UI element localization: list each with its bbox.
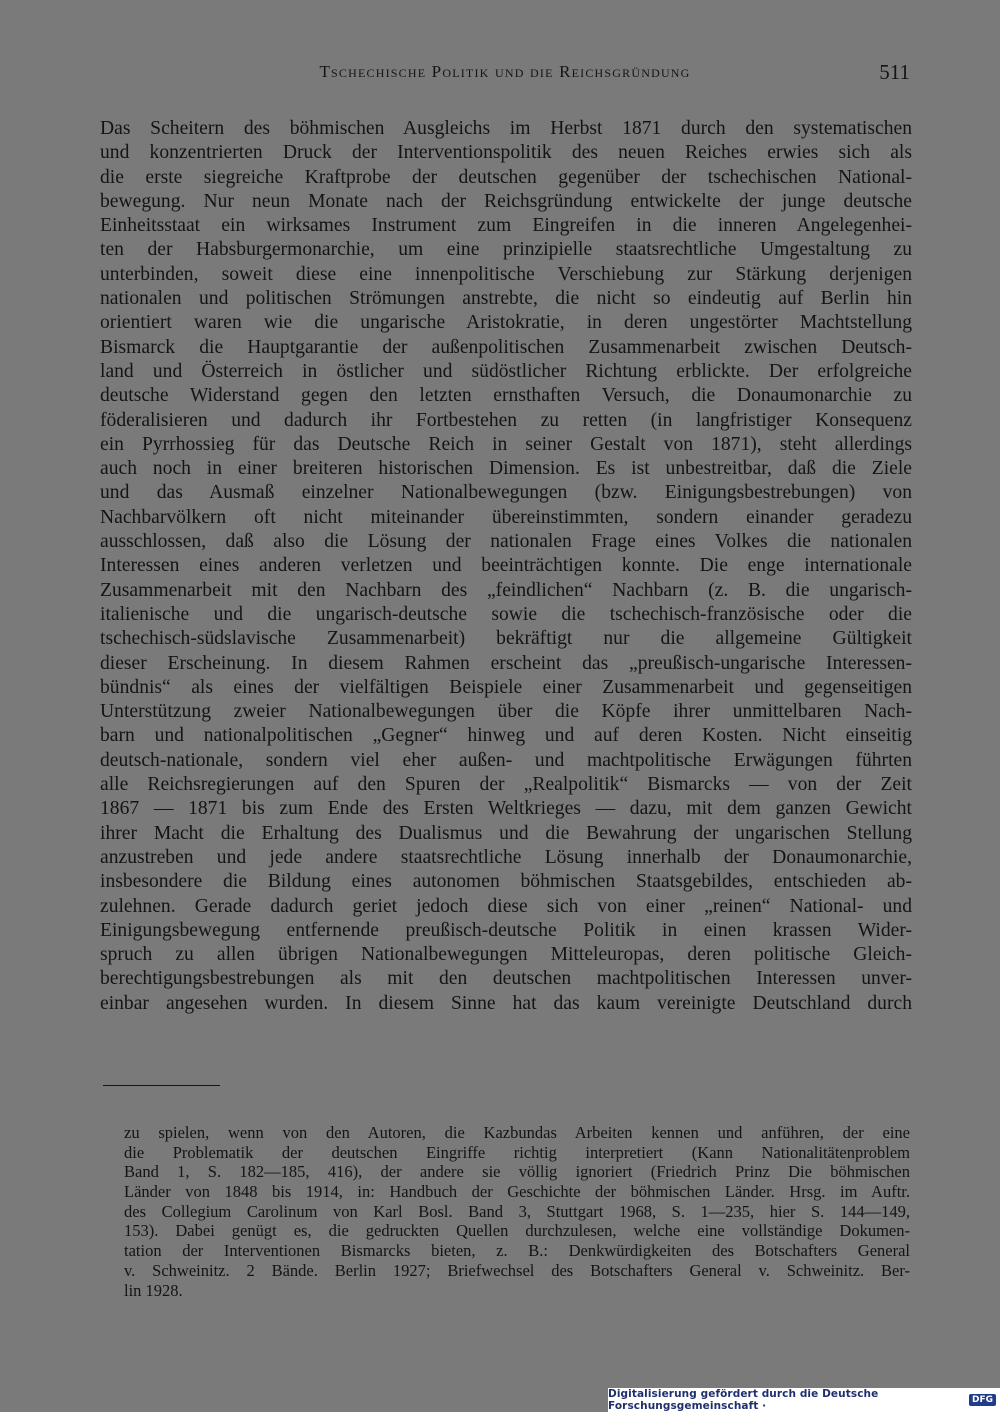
text-line: deutsch-nationale, sondern viel eher außen- und machtpolitische Erwägungen führten: [100, 749, 912, 771]
digitization-banner: [608, 1388, 1000, 1412]
text-line: barn und nationalpolitischen „Gegner“ hinweg und auf deren Kosten. Nicht einseitig: [100, 725, 912, 747]
text-line: ein Pyrrhossieg für das Deutsche Reich in seiner Gestalt von 1871), steht allerdings: [100, 433, 912, 455]
text-line: dieser Erscheinung. In diesem Rahmen erscheint das „preußisch-ungarische Interessen-: [100, 652, 912, 674]
banner-text: Digitalisierung gefördert durch die Deutsche Forschungsgemeinschaft ·: [608, 1388, 879, 1412]
text-line: Unterstützung zweier Nationalbewegungen über die Köpfe ihrer unmittelbaren Nach-: [100, 701, 912, 723]
text-line: ten der Habsburgermonarchie, um eine prinzipielle staatsrechtliche Umgestaltung zu: [100, 239, 912, 261]
text-line: Einigungsbewegung entfernende preußisch-deutsche Politik in einen krassen Wider-: [100, 919, 912, 941]
text-line: bewegung. Nur neun Monate nach der Reichsgründung entwickelte der junge deutsche: [100, 190, 912, 212]
text-line: nationalen und politischen Strömungen anstrebte, die nicht so eindeutig auf Berlin hin: [100, 288, 912, 310]
text-line: italienische und die ungarisch-deutsche sowie die tschechisch-französische oder die: [100, 603, 912, 625]
text-line: einbar angesehen wurden. In diesem Sinne hat das kaum vereinigte Deutschland durch: [100, 992, 912, 1014]
text-line: bündnis“ als eines der vielfältigen Beispiele einer Zusammenarbeit und gegenseitigen: [100, 676, 912, 698]
text-line: spruch zu allen übrigen Nationalbewegungen Mitteleuropas, deren politische Gleich-: [100, 944, 912, 966]
text-line: Einheitsstaat ein wirksames Instrument zum Eingreifen in die inneren Angelegenhei-: [100, 215, 912, 237]
text-line: unterbinden, soweit diese eine innenpolitische Verschiebung zur Stärkung derjenigen: [100, 263, 912, 285]
footnote-line: 153). Dabei genügt es, die gedruckten Quellen durchzulesen, welche eine vollständige Dokumen-: [124, 1221, 910, 1241]
text-line: die erste siegreiche Kraftprobe der deutschen gegenüber der tschechischen National-: [100, 166, 912, 188]
footnote-line: tation der Interventionen Bismarcks bieten, z. B.: Denkwürdigkeiten des Botschafters General: [124, 1241, 910, 1261]
text-line: berechtigungsbestrebungen als mit den deutschen machtpolitischen Interessen unver-: [100, 968, 912, 990]
footnote-line: die Problematik der deutschen Eingriffe richtig interpretiert (Kann Nationalitätenproblem: [124, 1142, 910, 1162]
text-line: Das Scheitern des böhmischen Ausgleichs im Herbst 1871 durch den systematischen: [100, 118, 912, 139]
text-line: deutsche Widerstand gegen den letzten ernsthaften Versuch, die Donaumonarchie zu: [100, 385, 912, 407]
text-line: zulehnen. Gerade dadurch geriet jedoch diese sich von einer „reinen“ National- und: [100, 895, 912, 917]
footnote-line: Länder von 1848 bis 1914, in: Handbuch der Geschichte der böhmischen Länder. Hrsg. im Auftr.: [124, 1182, 910, 1202]
footnote-line: des Collegium Carolinum von Karl Bosl. Band 3, Stuttgart 1968, S. 1—235, hier S. 144—149,: [124, 1201, 910, 1221]
dfg-logo-icon: DFG: [969, 1394, 996, 1406]
footnote-line: zu spielen, wenn von den Autoren, die Kazbundas Arbeiten kennen und anführen, der eine: [124, 1123, 910, 1142]
text-line: Nachbarvölkern oft nicht miteinander übereinstimmten, sondern einander geradezu: [100, 506, 912, 528]
footnote-block: [124, 1123, 910, 1300]
text-line: land und Österreich in östlicher und südöstlicher Richtung erblickte. Der erfolgreiche: [100, 360, 912, 382]
text-line: und das Ausmaß einzelner Nationalbewegungen (bzw. Einigungsbestrebungen) von: [100, 482, 912, 504]
text-line: 1867 — 1871 bis zum Ende des Ersten Weltkrieges — dazu, mit dem ganzen Gewicht: [100, 798, 912, 820]
main-text-body: [100, 117, 912, 1016]
footnote-divider: [103, 1085, 220, 1086]
text-line: und konzentrierten Druck der Interventionspolitik des neuen Reiches erwies sich als: [100, 142, 912, 164]
text-line: ihrer Macht die Erhaltung des Dualismus und die Bewahrung der ungarischen Stellung: [100, 822, 912, 844]
running-title: Tschechische Politik und die Reichsgründung: [319, 62, 691, 81]
text-line: ausschlossen, daß also die Lösung der nationalen Frage eines Volkes die nationalen: [100, 531, 912, 553]
page-number: 511: [879, 60, 910, 84]
text-line: föderalisieren und dadurch ihr Fortbestehen zu retten (in langfristiger Konsequenz: [100, 409, 912, 431]
text-line: Interessen eines anderen verletzen und beeinträchtigen konnte. Die enge internationale: [100, 555, 912, 577]
text-line: Zusammenarbeit mit den Nachbarn des „feindlichen“ Nachbarn (z. B. die ungarisch-: [100, 579, 912, 601]
text-line: anzustreben und jede andere staatsrechtliche Lösung innerhalb der Donaumonarchie,: [100, 846, 912, 868]
footnote-line: v. Schweinitz. 2 Bände. Berlin 1927; Briefwechsel des Botschafters General v. Schweinitz. Ber-: [124, 1260, 910, 1280]
text-line: insbesondere die Bildung eines autonomen böhmischen Staatsgebildes, entschieden ab-: [100, 871, 912, 893]
footnote-line: lin 1928.: [124, 1280, 183, 1300]
text-line: alle Reichsregierungen auf den Spuren der „Realpolitik“ Bismarcks — von der Zeit: [100, 774, 912, 796]
footnote-line: Band 1, S. 182—185, 416), der andere sie völlig ignoriert (Friedrich Prinz Die böhmischen: [124, 1162, 910, 1182]
text-line: tschechisch-südslavische Zusammenarbeit) bekräftigt nur die allgemeine Gültigkeit: [100, 628, 912, 650]
text-line: Bismarck die Hauptgarantie der außenpolitischen Zusammenarbeit zwischen Deutsch-: [100, 336, 912, 358]
text-line: auch noch in einer breiteren historischen Dimension. Es ist unbestreitbar, daß die Ziele: [100, 458, 912, 480]
page-header: [100, 60, 910, 94]
text-line: orientiert waren wie die ungarische Aristokratie, in deren ungestörter Machtstellung: [100, 312, 912, 334]
